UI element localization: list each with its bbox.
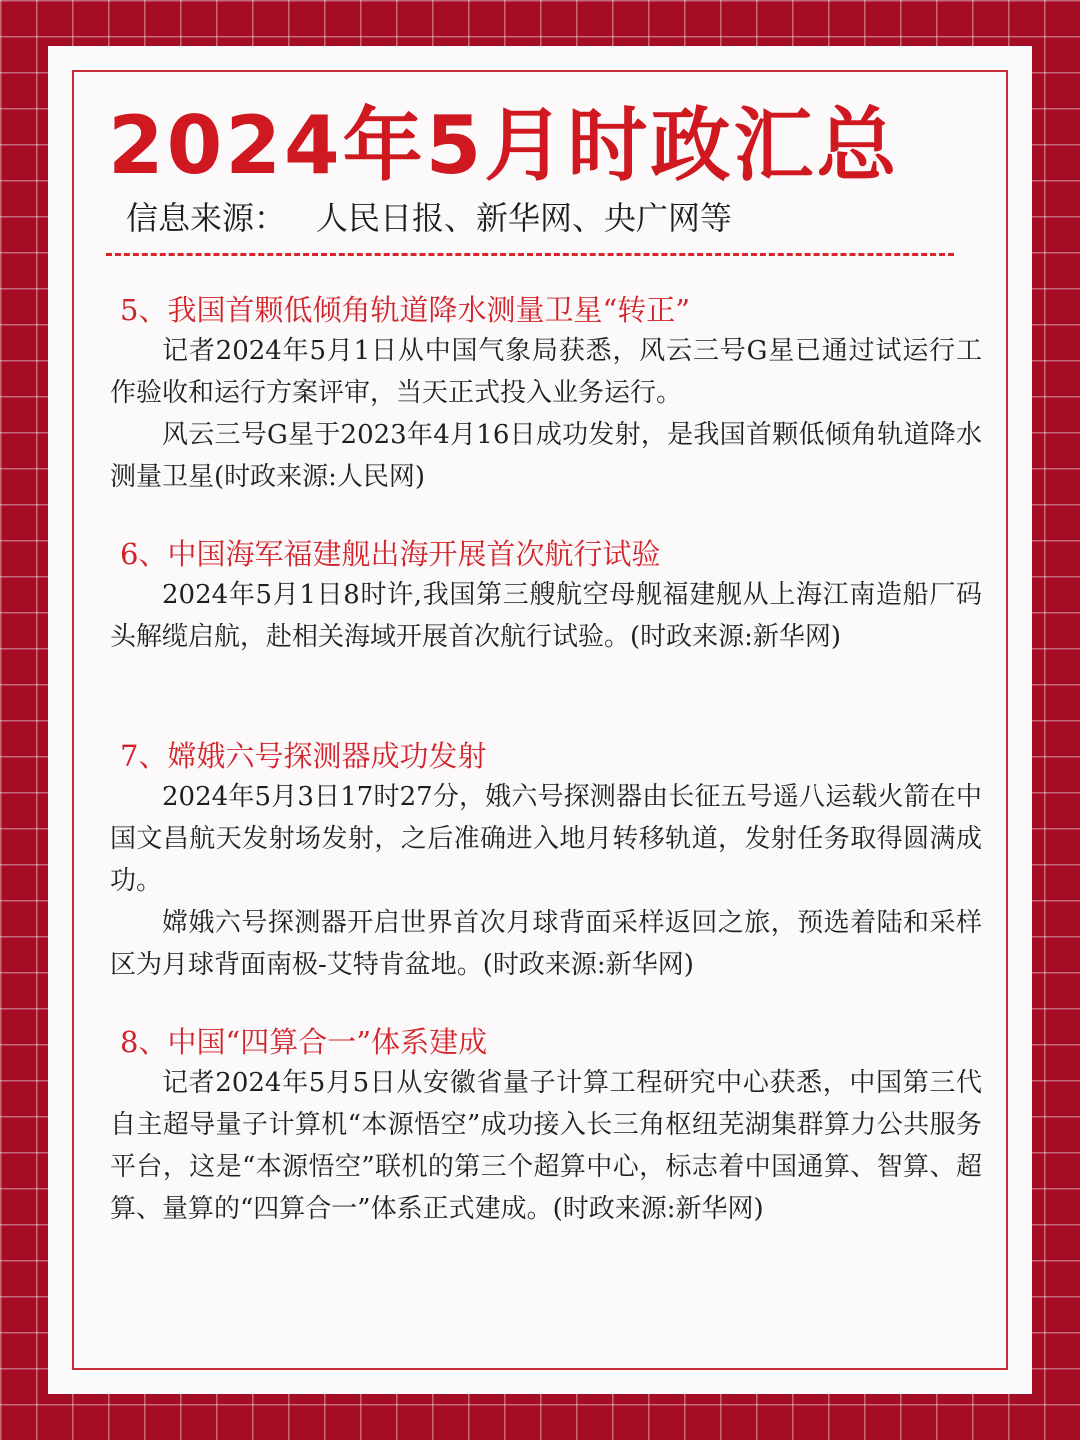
section-paragraph: 风云三号G星于2023年4月16日成功发射，是我国首颗低倾角轨道降水测量卫星(时政来源:人民网) <box>110 420 982 492</box>
section-paragraph: 记者2024年5月1日从中国气象局获悉，风云三号G星已通过试运行工作验收和运行方案评审，当天正式投入业务运行。 <box>110 336 982 408</box>
news-section-7 <box>110 736 982 986</box>
source-label: 信息来源： <box>126 199 287 237</box>
source-line <box>126 196 732 240</box>
content-card <box>48 46 1032 1394</box>
section-paragraph: 记者2024年5月5日从安徽省量子计算工程研究中心获悉，中国第三代自主超导量子计算机“本源悟空”成功接入长三角枢纽芜湖集群算力公共服务平台，这是“本源悟空”联机的第三个超算中心，标志着中国通算、智算、超算、量算的“四算合一”体系正式建成。(时政来源:新华网) <box>110 1068 982 1224</box>
section-title: 8、中国“四算合一”体系建成 <box>120 1025 488 1059</box>
section-title: 5、我国首颗低倾角轨道降水测量卫星“转正” <box>120 293 691 327</box>
news-section-8 <box>110 1022 982 1230</box>
section-paragraph: 2024年5月3日17时27分，娥六号探测器由长征五号遥八运载火箭在中国文昌航天发射场发射，之后准确进入地月转移轨道，发射任务取得圆满成功。 <box>110 782 982 896</box>
news-section-6 <box>110 534 982 658</box>
section-paragraph: 2024年5月1日8时许,我国第三艘航空母舰福建舰从上海江南造船厂码头解缆启航，赴相关海域开展首次航行试验。(时政来源:新华网) <box>110 580 982 652</box>
section-title: 6、中国海军福建舰出海开展首次航行试验 <box>120 537 661 571</box>
source-value: 人民日报、新华网、央广网等 <box>316 199 733 237</box>
news-section-5 <box>110 290 982 498</box>
page-title: 2024年5月时政汇总 <box>108 99 900 192</box>
section-paragraph: 嫦娥六号探测器开启世界首次月球背面采样返回之旅，预选着陆和采样区为月球背面南极-艾特肯盆地。(时政来源:新华网) <box>110 908 982 980</box>
section-title: 7、嫦娥六号探测器成功发射 <box>120 739 487 773</box>
dashed-divider <box>106 253 954 256</box>
